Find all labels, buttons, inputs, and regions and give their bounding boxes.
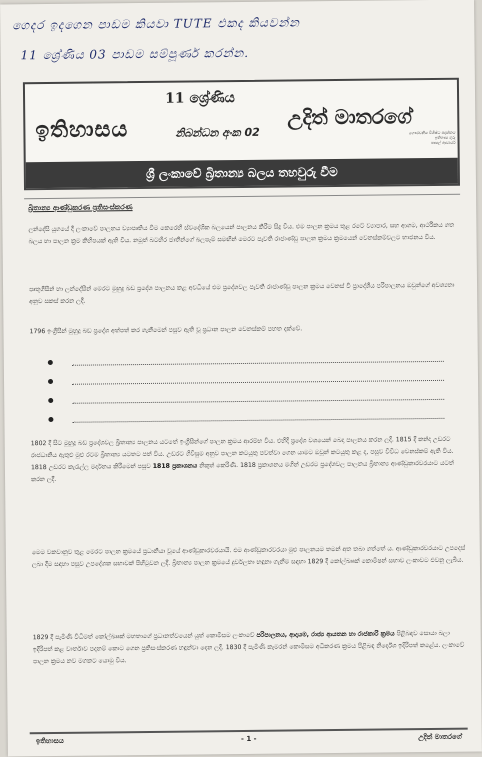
fill-in-bullet-list bbox=[48, 350, 445, 430]
bullet-dot-icon bbox=[48, 379, 53, 384]
paragraph: මෙම වකවානුව තුළ මෙරට පාලන ක්‍රමයේ ප්‍රධානියා වූයේ ආණ්ඩුකාරවරයායි. එම ආණ්ඩුකාරවරයා මුළු පාලනයම තමන් අත තබා ගත්තේ ය. ආණ්ඩුකාරවරයාට උපදෙස් ලබා දීම සඳහා පසුව උපදේශක සභාවක් පිහිටුවන ලදී. බ්‍රිතාන්‍ය පාලන ක්‍රමයේ දුර්වලතා හඳුනා ගැනීම සඳහා 1829 දී කෝල්බෲක් කොමිෂන් සභාව ලංකාවට එවනු ලැබීය. bbox=[31, 544, 466, 569]
lesson-title-banner: ශ්‍රී ලංකාවේ බ්‍රිතාන්‍ය බලය තහවුරු වීම bbox=[26, 158, 458, 189]
credential-line: පාසල් ආචාර්ය bbox=[431, 139, 456, 145]
bullet-dot-icon bbox=[48, 417, 53, 422]
essay-number: නිබන්ධන අංක 02 bbox=[175, 125, 260, 140]
bullet-dot-icon bbox=[48, 398, 53, 403]
credential-line: ඉතිහාස ගුරු bbox=[434, 134, 456, 140]
highlighted-term: පරිපාලනය, ආදායම, රාජ්‍ය ආයතන හා රාජකාරි ක්‍රමය bbox=[256, 630, 395, 639]
author-credentials bbox=[355, 130, 455, 146]
title-header bbox=[23, 78, 460, 191]
section-heading: බ්‍රිතාන්‍ය ආණ්ඩුකරණ ප්‍රතිසංස්කරණ bbox=[28, 203, 133, 213]
paragraph-text: 1829 දී පැමිණි විධිමත් කෝල්බෲක් මහතාගේ ප්‍රධානත්වයෙන් යුත් කොමිසම ලංකාවේ bbox=[32, 631, 257, 642]
paragraph-text: නිකුත් කෙරිණි. 1818 ප්‍රකාශනය මගින් උඩරට ප්‍රදේශවල පාලනය බ්‍රිතාන්‍ය ආණ්ඩුකාරවරයාට යටත් කරන ලදී. bbox=[31, 459, 454, 484]
author-name: උදිත් මාතරගේ bbox=[287, 104, 412, 130]
answer-line bbox=[72, 418, 444, 423]
bullet-dot-icon bbox=[48, 360, 53, 365]
paragraph: ලන්දේසි යුගයේ දී ලංකාවේ පාලනය ව්‍යාපෘතිය වීම කෙරෙහි ස්වදේශික බලයෙන් පාලනය කිරීම සිදු විය. එම පාලන ක්‍රමය තුළ රටේ ව්‍යාපාර, සහ ආගම, ආර්ථිකය ගත බලය හා පාලන ක්‍රම කිහිපයක් ඇති විය. නමුත් බටහිර ජාතීන්ගේ බලපෑම් සමඟින් මෙරට පැවති රාජාණ්ඩු පාලන ක්‍රමය ක්‍රමයෙන් වෙනස්කම්වලට භාජනය විය. bbox=[28, 221, 455, 246]
page-footer bbox=[30, 728, 468, 747]
paragraph-text: පිළිබඳව සොයා බලා ඉදිරිපත් කළ වාර්තාව පදනම් කොට ගෙන ප්‍රතිසංස්කරණ හඳුන්වා දෙන ලදී. 1830 දී පැමිණි කැමරන් කොමිසම අධිකරණ ක්‍රමය පිළිබඳ නිර්දේශ ඉදිරිපත් කළේය. ලංකාවේ පාලන ක්‍රමය නව මගකට යොමු විය. bbox=[32, 629, 465, 666]
credential-line: ගෞරවනීය විශිෂ්ට පදක්කම bbox=[408, 129, 456, 136]
grade-label: 11 ශ්‍රේණිය bbox=[164, 90, 235, 107]
footer-subject: ඉතිහාසය bbox=[35, 736, 64, 746]
paragraph-text: 1802 දී සිට මුහුදු බඩ ප්‍රදේශවල බ්‍රිතාන්‍ය පාලනය යටතේ ඉංග්‍රීසීන්ගේ පාලන ක්‍රමය ආරම්භ විය. එහිදී ප්‍රදේශ වශයෙන් බෙදා පාලනය කරන ලදී. 1815 දී කන්ද උඩරට රාජධානිය ඇතුළු මුළු රටම බ්‍රිතාන්‍ය යටතට පත් විය. උඩරට ගිවිසුම අනුව පාලන කටයුතු පවත්වා ගෙන යාමට ඔවුන් කටයුතු කළ ද, පසුව විවිධ වෙනස්කම් ඇති විය. 1818 උඩරට කැරැල්ල මර්දනය කිරීමෙන් පසුව bbox=[30, 435, 454, 472]
paragraph: 1796 ඉංග්‍රීසීන් මුහුදු බඩ ප්‍රදේශ අත්පත් කර ගැනීමෙන් පසුව ඇති වූ ප්‍රධාන පාලන වෙනස්කම් පහත දක්වේ. bbox=[29, 325, 303, 336]
answer-line bbox=[72, 380, 444, 385]
answer-line bbox=[72, 399, 444, 404]
answer-line bbox=[72, 361, 444, 366]
paragraph bbox=[31, 434, 465, 487]
handwritten-note-line-1: ගෙදර ඉදගෙන පාඩම කියවා TUTE එකද කියවන්න bbox=[12, 15, 301, 33]
handwritten-note-line-2: 11 ශ්‍රේණිය 03 පාඩම සම්පූර්ණ කරන්න. bbox=[20, 45, 250, 63]
page-number: - 1 - bbox=[240, 734, 257, 744]
footer-author: උදිත් මාතරගේ bbox=[418, 732, 462, 742]
divider bbox=[24, 194, 460, 200]
paragraph bbox=[33, 628, 467, 669]
highlighted-term: 1818 ප්‍රකාශනය bbox=[152, 462, 198, 470]
paragraph: පෘතුගීසීන් හා ලන්දේසීන් මෙරට මුහුදු බඩ ප්‍රදේශ පාලනය කළ අවධියේ එම ප්‍රදේශවල පැවති රාජාණ්ඩු පාලන ක්‍රමය වෙනස් වී ප්‍රාදේශීය පරිපාලනය ඔවුන්ගේ අවශ්‍යතා අනුව සකස් කරන ලදී. bbox=[29, 281, 455, 306]
bullet-item bbox=[48, 407, 444, 430]
subject-title: ඉතිහාසය bbox=[35, 117, 129, 144]
